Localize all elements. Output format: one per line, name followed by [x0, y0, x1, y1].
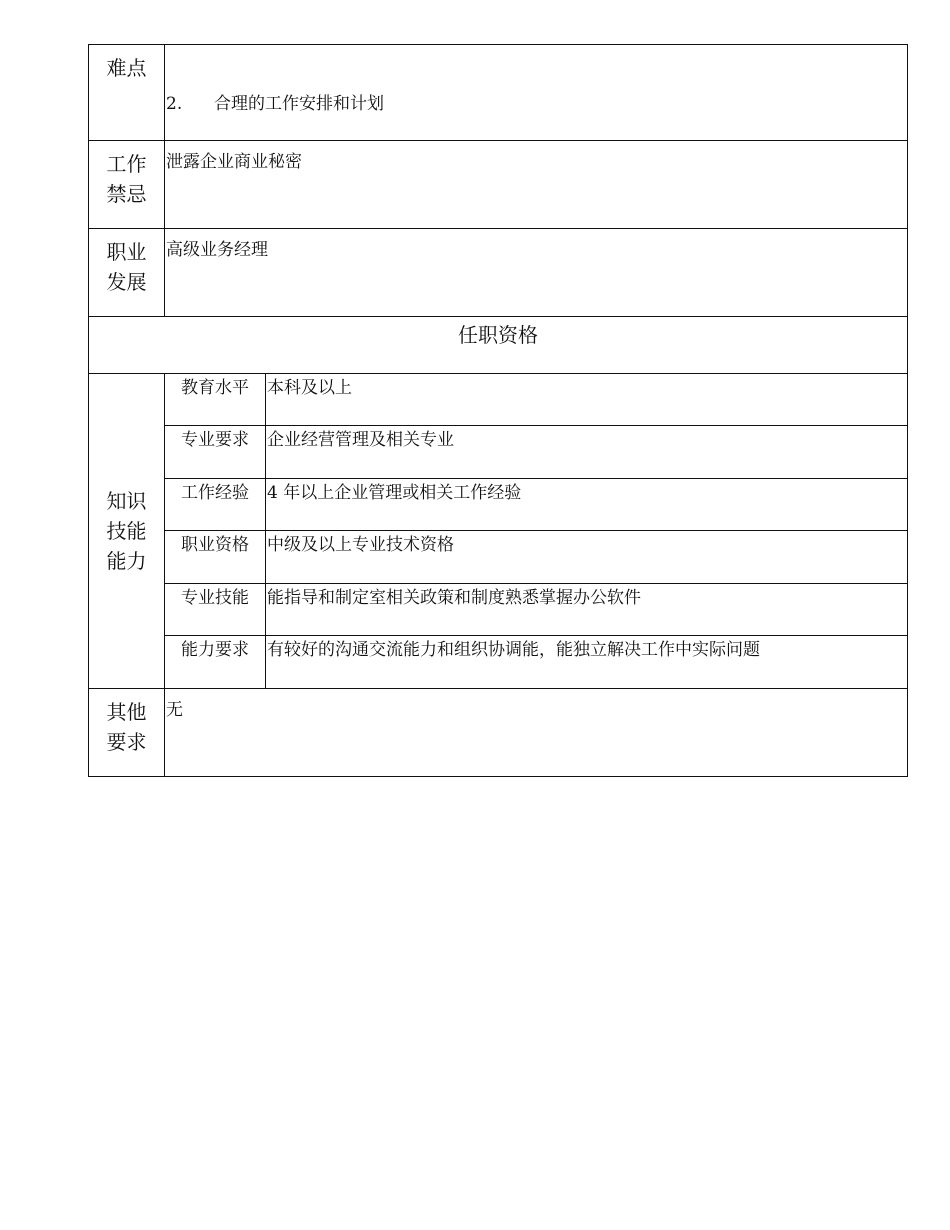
- qualification-row: [89, 531, 908, 584]
- difficulty-value-cell: [165, 45, 908, 141]
- other-value-cell: [165, 689, 908, 777]
- qualification-item-value: 4 年以上企业管理或相关工作经验: [266, 479, 908, 531]
- qualifications-label: 知识技能能力: [106, 489, 147, 573]
- taboo-label-cell: [89, 141, 165, 229]
- qualification-item-label: 专业技能: [165, 584, 266, 636]
- qualification-item-value: 企业经营管理及相关专业: [266, 426, 908, 479]
- qualification-item-value: 能指导和制定室相关政策和制度熟悉掌握办公软件: [266, 584, 908, 636]
- career-label-cell: [89, 229, 165, 317]
- row-difficulty: [89, 45, 908, 141]
- qualification-row: [89, 636, 908, 689]
- other-label: 其他要求: [106, 700, 147, 754]
- qualifications-label-cell: [89, 374, 165, 689]
- difficulty-label: 难点: [106, 56, 147, 80]
- qualification-item-value: 中级及以上专业技术资格: [266, 531, 908, 584]
- job-description-table: [88, 44, 908, 777]
- taboo-value: 泄露企业商业秘密: [166, 152, 302, 172]
- qualification-item-label: 职业资格: [165, 531, 266, 584]
- other-label-cell: [89, 689, 165, 777]
- difficulty-label-cell: [89, 45, 165, 141]
- qualification-item-label: 能力要求: [165, 636, 266, 689]
- difficulty-item-number: 2.: [166, 94, 183, 114]
- row-section-title: [89, 317, 908, 374]
- career-label: 职业发展: [106, 240, 147, 294]
- row-other: [89, 689, 908, 777]
- qualification-item-value: 有较好的沟通交流能力和组织协调能，能独立解决工作中实际问题: [266, 636, 908, 689]
- qualification-item-label: 工作经验: [165, 479, 266, 531]
- taboo-label: 工作禁忌: [106, 152, 147, 206]
- qualification-item-label: 专业要求: [165, 426, 266, 479]
- qualification-row: [89, 426, 908, 479]
- section-title: 任职资格: [89, 317, 908, 374]
- qualification-row: [89, 584, 908, 636]
- qualification-item-label: 教育水平: [165, 374, 266, 426]
- difficulty-item-text: 合理的工作安排和计划: [214, 94, 384, 114]
- taboo-value-cell: [165, 141, 908, 229]
- career-value-cell: [165, 229, 908, 317]
- qualification-row: [89, 479, 908, 531]
- qualification-row: [89, 374, 908, 426]
- career-value: 高级业务经理: [166, 240, 268, 260]
- row-taboo: [89, 141, 908, 229]
- other-value: 无: [166, 700, 183, 720]
- row-career: [89, 229, 908, 317]
- qualification-item-value: 本科及以上: [266, 374, 908, 426]
